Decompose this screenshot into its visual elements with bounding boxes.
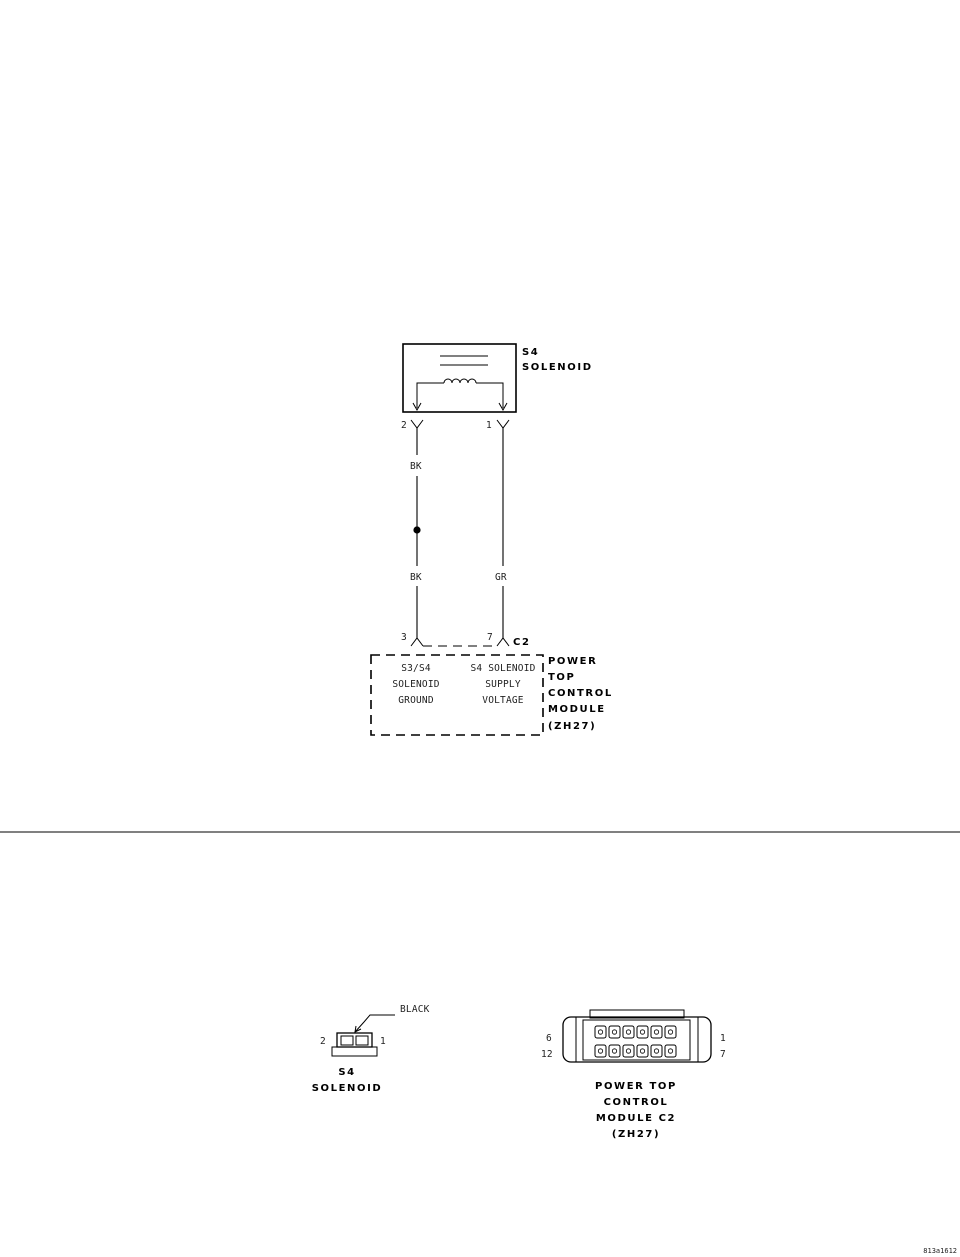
pin-1-label: 1: [486, 420, 492, 431]
connector-cavity: [651, 1026, 662, 1038]
module-label-line4: MODULE: [548, 704, 606, 715]
connector-terminal: [640, 1049, 644, 1053]
module-label-line2: TOP: [548, 672, 576, 683]
connector-cavity: [595, 1026, 606, 1038]
module-label-line1: POWER: [548, 656, 598, 667]
pin-2-label: 2: [401, 420, 407, 431]
splice-dot: [413, 526, 420, 533]
module-pin-7-mark: [497, 638, 509, 646]
connector-terminal: [640, 1030, 644, 1034]
solenoid-connector-color: BLACK: [400, 1004, 430, 1015]
supply-circuit-line1: S4 SOLENOID: [470, 663, 536, 674]
module-pin-3-mark: [411, 638, 423, 646]
pin-1-connector-mark: [497, 420, 509, 428]
solenoid-connector-pin-2: 2: [320, 1036, 326, 1047]
connector-cavity: [595, 1045, 606, 1057]
module-connector-pin-6: 6: [546, 1033, 552, 1044]
connector-terminal: [668, 1030, 672, 1034]
supply-circuit-line3: VOLTAGE: [482, 695, 524, 706]
solenoid-label-line1: S4: [522, 347, 540, 358]
solenoid-connector-label-line1: S4: [338, 1067, 356, 1078]
connector-cavity: [651, 1045, 662, 1057]
connector-terminal: [598, 1030, 602, 1034]
ground-circuit-line3: GROUND: [398, 695, 434, 706]
connector-cavity: [623, 1045, 634, 1057]
module-connector-label-line2: CONTROL: [603, 1097, 669, 1108]
connector-terminal: [598, 1049, 602, 1053]
wire-left-top-label: BK: [410, 461, 422, 472]
connector-cavity: [623, 1026, 634, 1038]
connector-cavity: [609, 1045, 620, 1057]
module-label-line5: (ZH27): [548, 721, 597, 732]
supply-circuit-line2: SUPPLY: [485, 679, 521, 690]
connector-terminal: [668, 1049, 672, 1053]
connector-terminal: [626, 1030, 630, 1034]
connector-cavity: [665, 1026, 676, 1038]
module-connector-label-line1: POWER TOP: [595, 1081, 677, 1092]
connector-cavity: [609, 1026, 620, 1038]
solenoid-component: [403, 344, 516, 412]
module-label-line3: CONTROL: [548, 688, 613, 699]
module-connector-pin-7: 7: [720, 1049, 726, 1060]
connector-cavity: [665, 1045, 676, 1057]
connector-terminal: [626, 1049, 630, 1053]
module-connector-pin-1: 1: [720, 1033, 726, 1044]
solenoid-connector-pin-1: 1: [380, 1036, 386, 1047]
module-pin-7-label: 7: [487, 632, 493, 643]
connector-terminal: [612, 1030, 616, 1034]
connector-cavity: [637, 1026, 648, 1038]
connector-cavity: [637, 1045, 648, 1057]
wire-right-label: GR: [495, 572, 507, 583]
module-connector-view: [563, 1010, 711, 1062]
pin-2-connector-mark: [411, 420, 423, 428]
module-connector-pin-12: 12: [541, 1049, 553, 1060]
module-pin-3-label: 3: [401, 632, 407, 643]
connector-terminal: [654, 1049, 658, 1053]
solenoid-connector-label-line2: SOLENOID: [311, 1083, 383, 1094]
ground-circuit-line1: S3/S4: [401, 663, 431, 674]
solenoid-label-line2: SOLENOID: [522, 362, 593, 373]
connector-terminal: [654, 1030, 658, 1034]
wire-left-bottom-label: BK: [410, 572, 422, 583]
module-connector-label-line3: MODULE C2: [595, 1113, 677, 1124]
figure-id: 813a1612: [923, 1247, 957, 1255]
connector-terminal: [612, 1049, 616, 1053]
module-connector-label-line4: (ZH27): [611, 1129, 661, 1140]
connector-id-label: C2: [513, 637, 531, 648]
ground-circuit-line2: SOLENOID: [392, 679, 440, 690]
